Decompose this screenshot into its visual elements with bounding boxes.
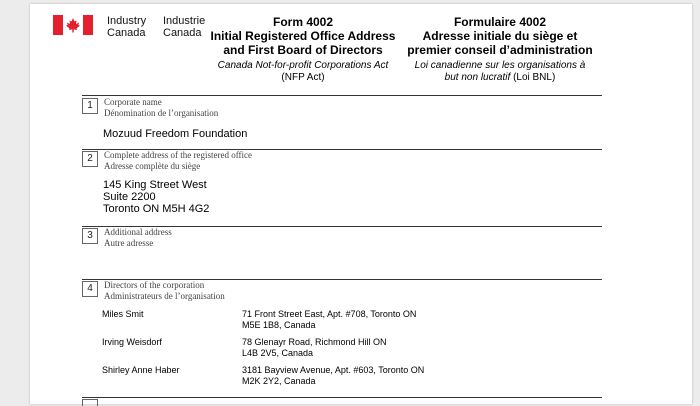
form-page [30, 4, 692, 404]
section-2-label-fr: Adresse complète du siège [104, 161, 201, 171]
section-1-label-en: Corporate name [104, 97, 162, 107]
director-address [242, 337, 572, 359]
department-name-en [107, 15, 165, 39]
section-1-label [104, 97, 218, 119]
act-name-fr-line2: but non lucratif [444, 72, 511, 83]
section-1-number: 1 [82, 98, 98, 114]
address-line-1: 145 King Street West [103, 179, 207, 191]
section-1-rule [82, 95, 602, 96]
section-4-label-fr: Administrateurs de l’organisation [104, 291, 225, 301]
act-name-fr-line1: Loi canadienne sur les organisations à [414, 60, 586, 71]
section-4-label-en: Directors of the corporation [104, 280, 205, 290]
section-3-number: 3 [82, 228, 98, 244]
director-address-line2: L4B 2V5, Canada [242, 348, 314, 358]
director-address-line1: 71 Front Street East, Apt. #708, Toronto ON [242, 309, 417, 319]
section-3-label [104, 227, 172, 249]
section-2-label [104, 150, 252, 172]
director-address-line1: 78 Glenayr Road, Richmond Hill ON [242, 337, 387, 347]
corporate-name-value: Mozuud Freedom Foundation [103, 128, 248, 140]
act-name-en: Canada Not-for-profit Corporations Act [217, 60, 389, 71]
section-4-label [104, 280, 225, 302]
address-line-3: Toronto ON M5H 4G2 [103, 203, 210, 215]
section-2-label-en: Complete address of the registered office [104, 150, 253, 160]
section-4-number: 4 [82, 281, 98, 297]
dept-fr-line1: Industrie [163, 15, 206, 27]
director-address-line2: M5E 1B8, Canada [242, 320, 316, 330]
section-3-label-en: Additional address [104, 227, 172, 237]
dept-fr-line2: Canada [163, 27, 202, 39]
registered-office-address [103, 179, 209, 215]
section-5-rule [82, 397, 602, 398]
section-3-label-fr: Autre adresse [104, 238, 154, 248]
director-address [242, 365, 572, 387]
canada-flag-icon [53, 15, 93, 35]
form-title-fr-line1: Adresse initiale du siège et [422, 29, 578, 43]
form-title-fr-line2: premier conseil d’administration [407, 43, 593, 57]
section-1-label-fr: Dénomination de l’organisation [104, 108, 219, 118]
dept-en-line1: Industry [107, 15, 147, 27]
form-number-fr: Formulaire 4002 [453, 15, 547, 29]
form-title-fr [400, 15, 600, 84]
dept-en-line2: Canada [107, 27, 146, 39]
address-line-2: Suite 2200 [103, 191, 156, 203]
act-abbr-en: (NFP Act) [281, 72, 325, 83]
section-5-number-box [82, 399, 98, 406]
form-title-en-line2: and First Board of Directors [223, 43, 383, 57]
director-address-line1: 3181 Bayview Avenue, Apt. #603, Toronto ON [242, 365, 425, 375]
act-abbr-fr: (Loi BNL) [513, 72, 556, 83]
director-address [242, 309, 572, 331]
director-address-line2: M2K 2Y2, Canada [242, 376, 316, 386]
director-name: Irving Weisdorf [102, 337, 162, 347]
form-title-en [198, 15, 408, 84]
section-2-number: 2 [82, 151, 98, 167]
director-name: Shirley Anne Haber [102, 365, 180, 375]
form-number-en: Form 4002 [272, 15, 334, 29]
form-title-en-line1: Initial Registered Office Address [210, 29, 396, 43]
director-name: Miles Smit [102, 309, 144, 319]
